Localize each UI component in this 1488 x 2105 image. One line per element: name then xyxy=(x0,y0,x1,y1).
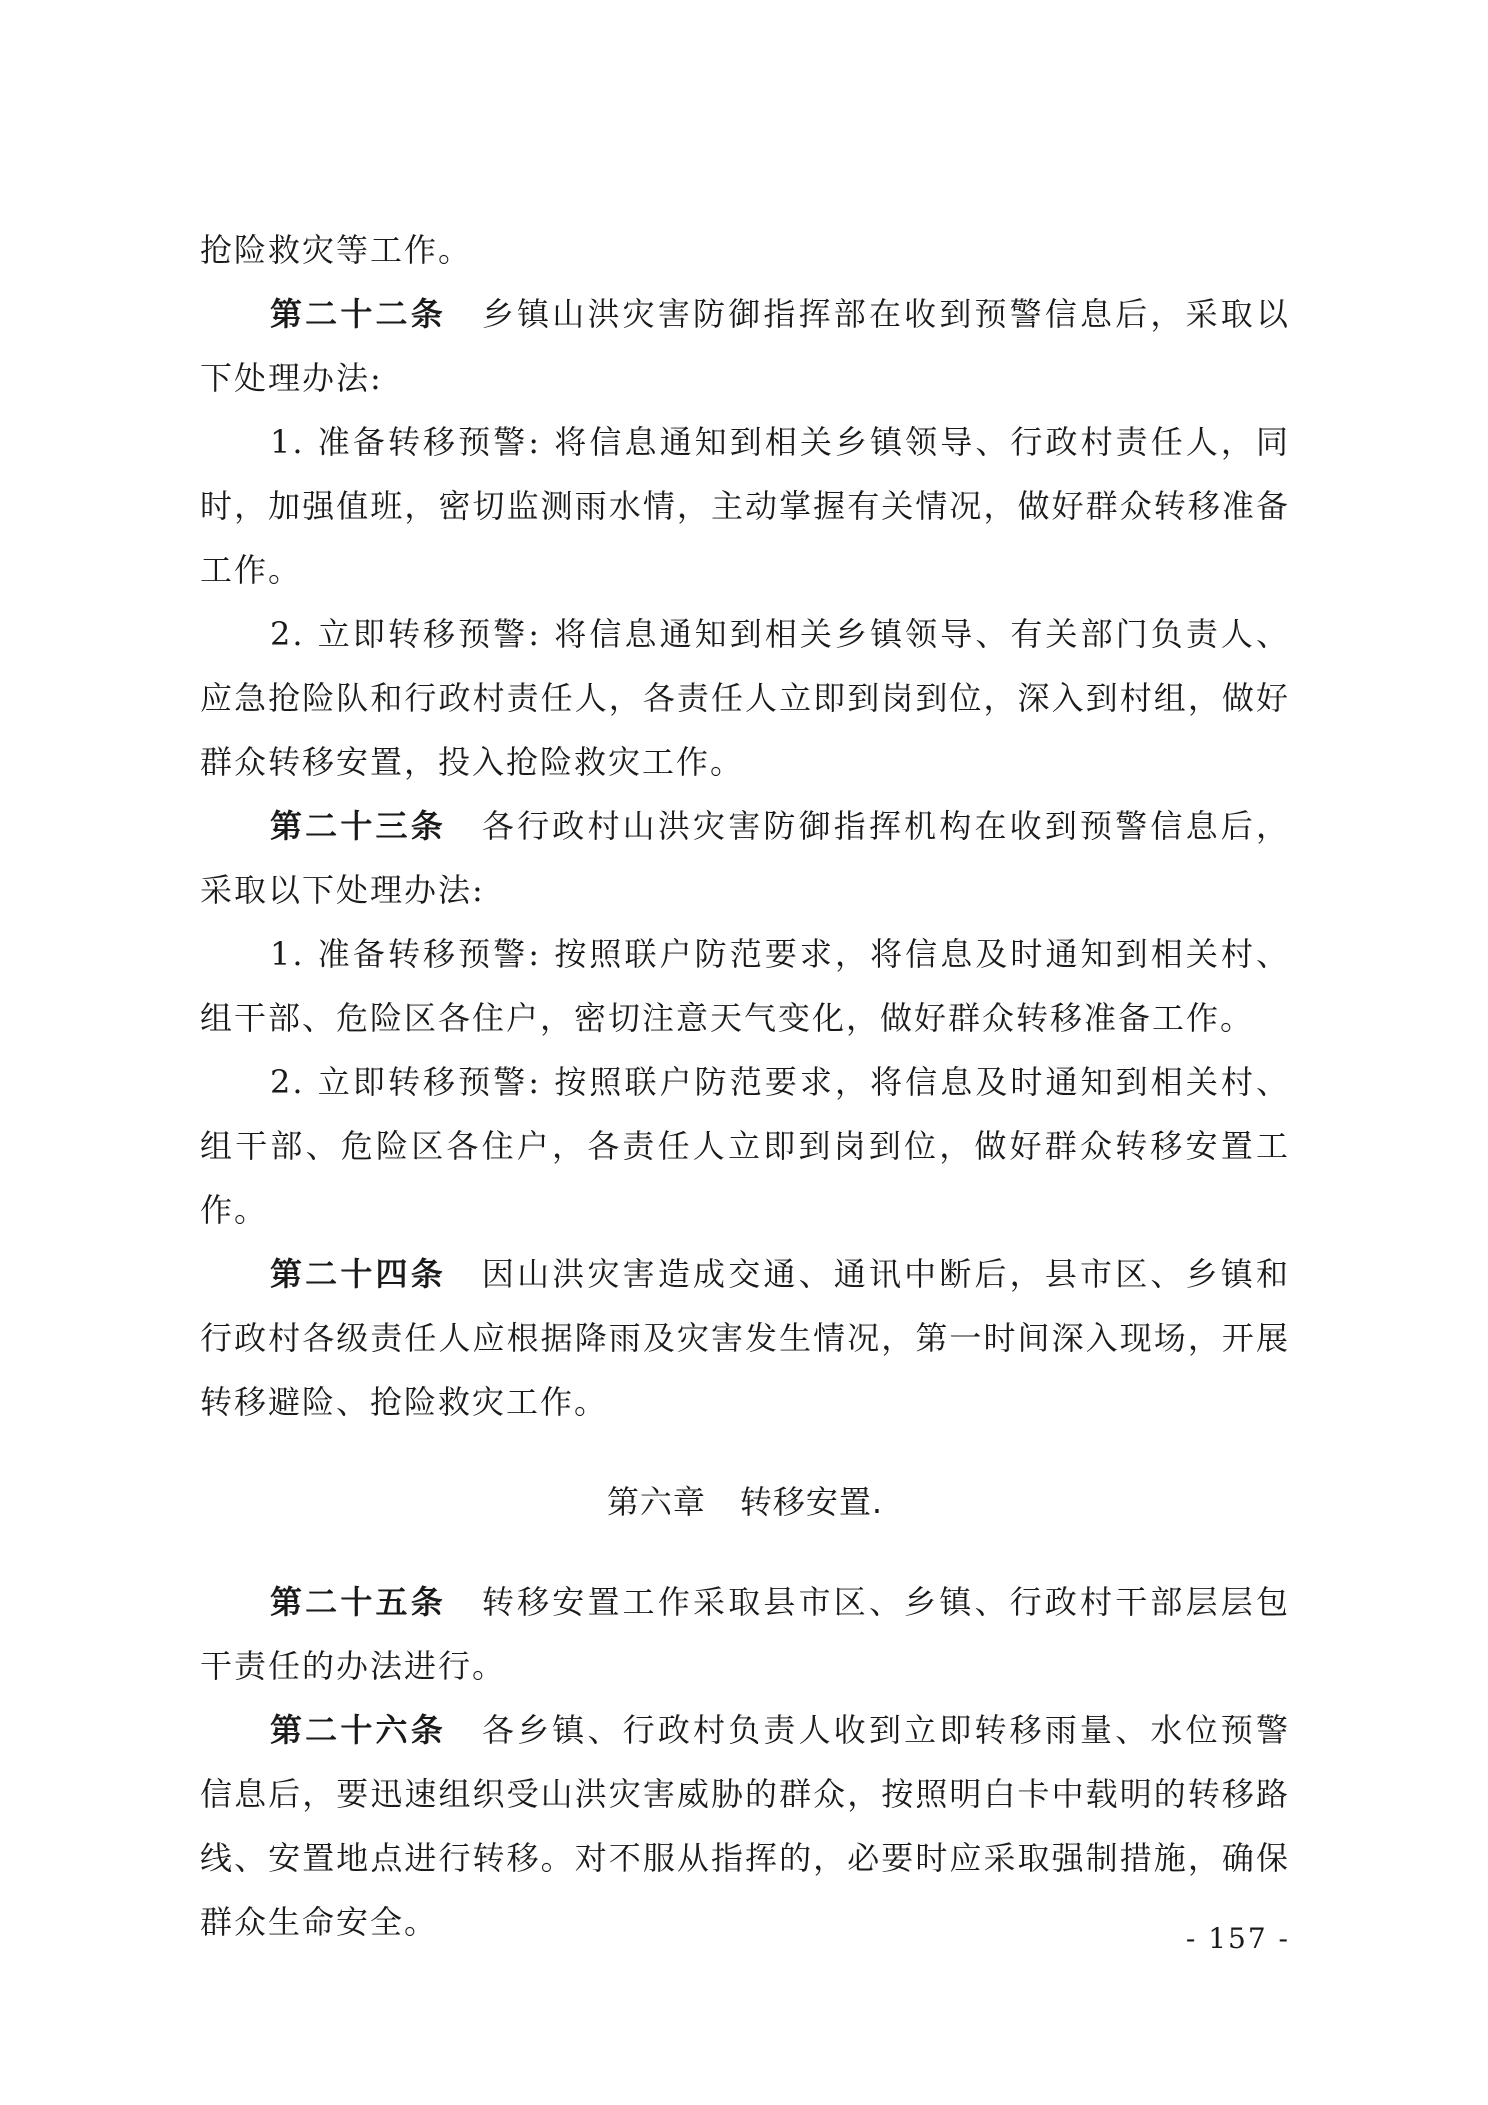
list-item-prepare-transfer xyxy=(200,410,1290,602)
paragraph-text: 抢险救灾等工作。 xyxy=(200,231,473,269)
paragraph-text: 转移安置工作采取县市区、乡镇、行政村干部层层包干责任的办法进行。 xyxy=(200,1583,1290,1685)
article-heading: 第二十六条 xyxy=(270,1711,446,1749)
paragraph-text: 各行政村山洪灾害防御指挥机构在收到预警信息后，采取以下处理办法: xyxy=(200,807,1290,909)
article-heading: 第二十二条 xyxy=(270,295,446,333)
article-heading: 第二十四条 xyxy=(270,1255,446,1293)
article-25 xyxy=(200,1570,1290,1698)
paragraph-text: 因山洪灾害造成交通、通讯中断后，县市区、乡镇和行政村各级责任人应根据降雨及灾害发生情况，第一时间深入现场，开展转移避险、抢险救灾工作。 xyxy=(200,1255,1290,1421)
list-item-prepare-transfer-village xyxy=(200,922,1290,1050)
paragraph-continuation xyxy=(200,218,1290,282)
paragraph-text: 1. 准备转移预警: 将信息通知到相关乡镇领导、行政村责任人，同时，加强值班，密切监测雨水情，主动掌握有关情况，做好群众转移准备工作。 xyxy=(200,423,1290,589)
chapter-title: 转移安置. xyxy=(739,1483,884,1521)
article-heading: 第二十三条 xyxy=(270,807,446,845)
article-heading: 第二十五条 xyxy=(270,1583,446,1621)
document-body xyxy=(200,218,1290,1954)
article-23 xyxy=(200,794,1290,922)
article-24 xyxy=(200,1242,1290,1434)
list-item-immediate-transfer-village xyxy=(200,1050,1290,1242)
chapter-heading xyxy=(200,1470,1290,1534)
page-number: - 157 - xyxy=(1185,1922,1290,1955)
chapter-number: 第六章 xyxy=(606,1483,706,1521)
paragraph-text: 1. 准备转移预警: 按照联户防范要求，将信息及时通知到相关村、组干部、危险区各住户，密切注意天气变化，做好群众转移准备工作。 xyxy=(200,935,1290,1037)
paragraph-text: 2. 立即转移预警: 按照联户防范要求，将信息及时通知到相关村、组干部、危险区各住户，各责任人立即到岗到位，做好群众转移安置工作。 xyxy=(200,1063,1290,1229)
list-item-immediate-transfer xyxy=(200,602,1290,794)
paragraph-text: 各乡镇、行政村负责人收到立即转移雨量、水位预警信息后，要迅速组织受山洪灾害威胁的群众，按照明白卡中载明的转移路线、安置地点进行转移。对不服从指挥的，必要时应采取强制措施，确保群众生命安全。 xyxy=(200,1711,1290,1941)
article-26 xyxy=(200,1698,1290,1954)
article-22 xyxy=(200,282,1290,410)
paragraph-text: 乡镇山洪灾害防御指挥部在收到预警信息后，采取以下处理办法: xyxy=(200,295,1290,397)
paragraph-text: 2. 立即转移预警: 将信息通知到相关乡镇领导、有关部门负责人、应急抢险队和行政村责任人，各责任人立即到岗到位，深入到村组，做好群众转移安置，投入抢险救灾工作。 xyxy=(200,615,1290,781)
